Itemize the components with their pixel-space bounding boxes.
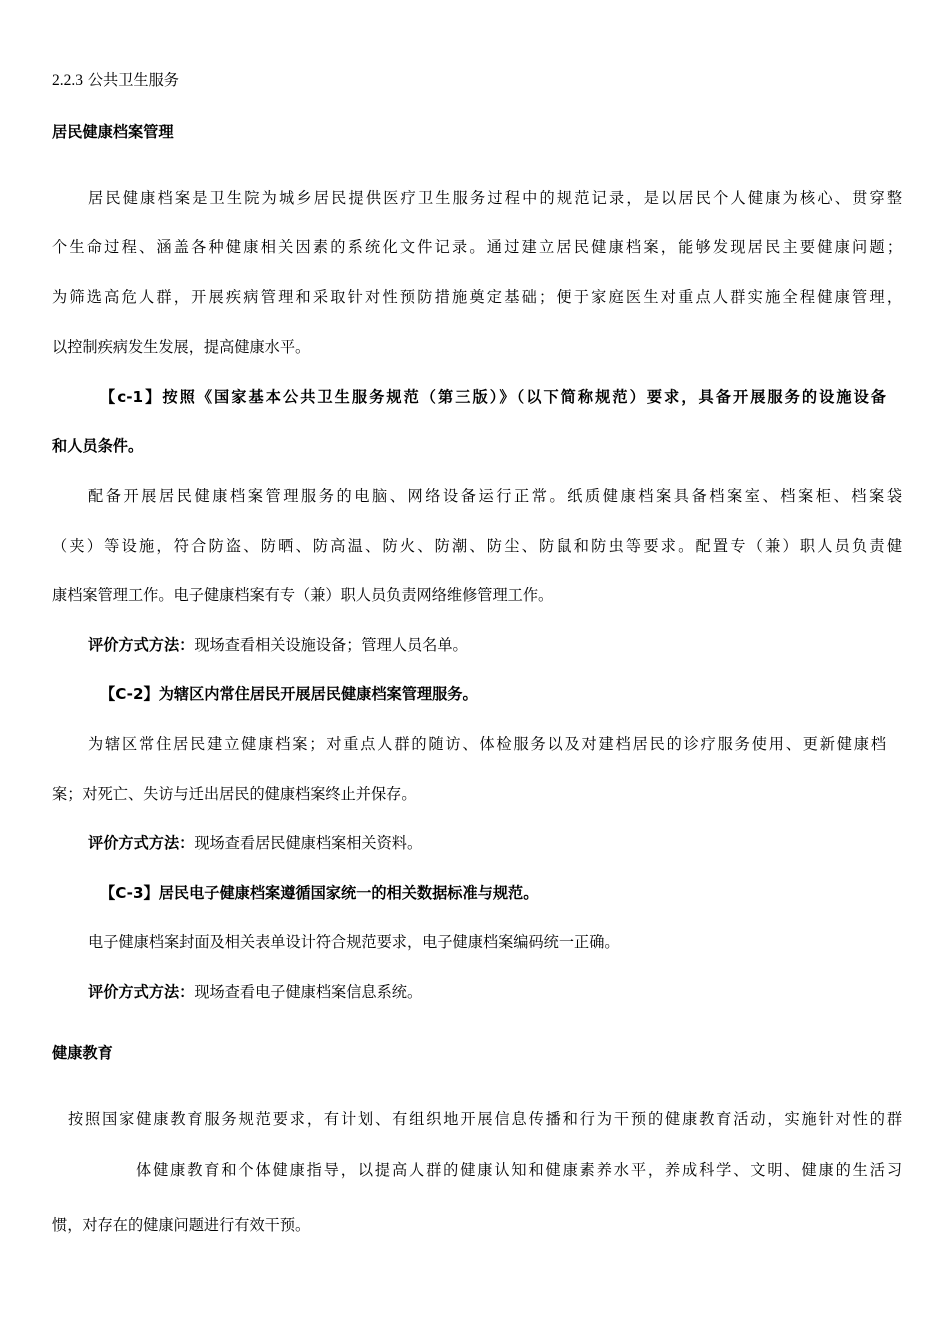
c3-body-line-1: 电子健康档案封面及相关表单设计符合规范要求，电子健康档案编码统一正确。 bbox=[88, 933, 620, 951]
c1-title-line-1: 【c-1】按照《国家基本公共卫生服务规范（第三版）》（以下简称规范）要求，具备开展服务的设施设备 bbox=[100, 388, 886, 406]
education-line-1: 按照国家健康教育服务规范要求，有计划、有组织地开展信息传播和行为干预的健康教育活动，实施针对性的群 bbox=[68, 1110, 902, 1128]
intro-line-3: 为筛选高危人群，开展疾病管理和采取针对性预防措施奠定基础；便于家庭医生对重点人群实施全程健康管理， bbox=[52, 288, 902, 306]
c2-eval-text: 现场查看居民健康档案相关资料。 bbox=[194, 834, 423, 852]
c2-body-line-1: 为辖区常住居民建立健康档案；对重点人群的随访、体检服务以及对建档居民的诊疗服务使用、更新健康档 bbox=[88, 735, 886, 753]
c1-eval-label: 评价方式方法： bbox=[88, 636, 195, 654]
intro-line-1: 居民健康档案是卫生院为城乡居民提供医疗卫生服务过程中的规范记录，是以居民个人健康为核心、贯穿整 bbox=[88, 189, 902, 207]
c1-title-line-2: 和人员条件。 bbox=[52, 437, 144, 455]
health-education-heading: 健康教育 bbox=[52, 1044, 113, 1062]
c3-title: 【C-3】居民电子健康档案遵循国家统一的相关数据标准与规范。 bbox=[100, 884, 539, 902]
section-number: 2.2.3 bbox=[52, 72, 83, 89]
education-line-3: 惯，对存在的健康问题进行有效干预。 bbox=[52, 1216, 311, 1234]
education-line-2: 体健康教育和个体健康指导，以提高人群的健康认知和健康素养水平，养成科学、文明、健康的生活习 bbox=[136, 1161, 902, 1179]
intro-line-4: 以控制疾病发生发展，提高健康水平。 bbox=[52, 338, 311, 356]
c1-evaluation bbox=[88, 635, 468, 655]
health-records-heading: 居民健康档案管理 bbox=[52, 123, 174, 141]
section-title: 公共卫生服务 bbox=[87, 71, 179, 89]
c1-body-line-2: （夹）等设施，符合防盗、防晒、防高温、防火、防潮、防尘、防鼠和防虫等要求。配置专（兼）职人员负责健 bbox=[52, 537, 902, 555]
section-heading bbox=[52, 70, 179, 91]
c1-eval-text: 现场查看相关设施设备；管理人员名单。 bbox=[194, 636, 468, 654]
c3-evaluation bbox=[88, 982, 422, 1002]
intro-line-2: 个生命过程、涵盖各种健康相关因素的系统化文件记录。通过建立居民健康档案，能够发现居民主要健康问题； bbox=[52, 238, 902, 256]
c3-eval-text: 现场查看电子健康档案信息系统。 bbox=[194, 983, 423, 1001]
c1-body-line-3: 康档案管理工作。电子健康档案有专（兼）职人员负责网络维修管理工作。 bbox=[52, 586, 554, 604]
c1-body-line-1: 配备开展居民健康档案管理服务的电脑、网络设备运行正常。纸质健康档案具备档案室、档案柜、档案袋 bbox=[88, 487, 902, 505]
c2-title: 【C-2】为辖区内常住居民开展居民健康档案管理服务。 bbox=[100, 685, 478, 703]
c2-body-line-2: 案；对死亡、失访与迁出居民的健康档案终止并保存。 bbox=[52, 785, 417, 803]
c2-evaluation bbox=[88, 833, 422, 853]
c2-eval-label: 评价方式方法： bbox=[88, 834, 195, 852]
c3-eval-label: 评价方式方法： bbox=[88, 983, 195, 1001]
